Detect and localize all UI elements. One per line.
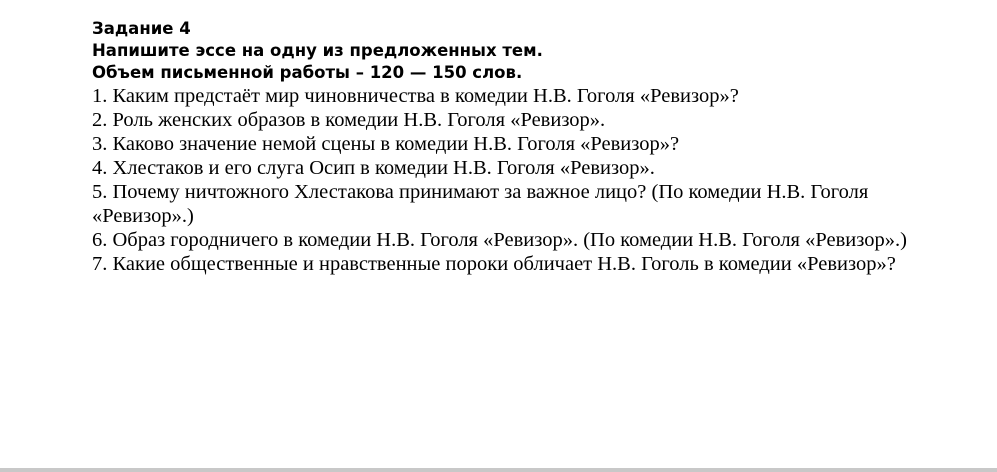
topic-item: 7. Какие общественные и нравственные пороки обличает Н.В. Гоголь в комедии «Ревизор»? xyxy=(92,253,896,275)
task-volume: Объем письменной работы – 120 — 150 слов. xyxy=(92,63,523,82)
bottom-divider xyxy=(0,468,997,472)
topic-item: 5. Почему ничтожного Хлестакова принимают за важное лицо? (По комедии Н.В. Гоголя «Ревизор».) xyxy=(92,181,869,227)
document-body xyxy=(92,18,942,276)
topics-list xyxy=(92,84,942,276)
topic-item: 4. Хлестаков и его слуга Осип в комедии Н.В. Гоголя «Ревизор». xyxy=(92,157,655,179)
task-instruction: Напишите эссе на одну из предложенных тем. xyxy=(92,41,543,60)
task-title: Задание 4 xyxy=(92,19,191,38)
topic-item: 3. Каково значение немой сцены в комедии Н.В. Гоголя «Ревизор»? xyxy=(92,133,680,155)
topic-item: 1. Каким предстаёт мир чиновничества в комедии Н.В. Гоголя «Ревизор»? xyxy=(92,85,739,107)
topic-item: 6. Образ городничего в комедии Н.В. Гоголя «Ревизор». (По комедии Н.В. Гоголя «Ревизор».) xyxy=(92,229,907,251)
topic-item: 2. Роль женских образов в комедии Н.В. Гоголя «Ревизор». xyxy=(92,109,606,131)
